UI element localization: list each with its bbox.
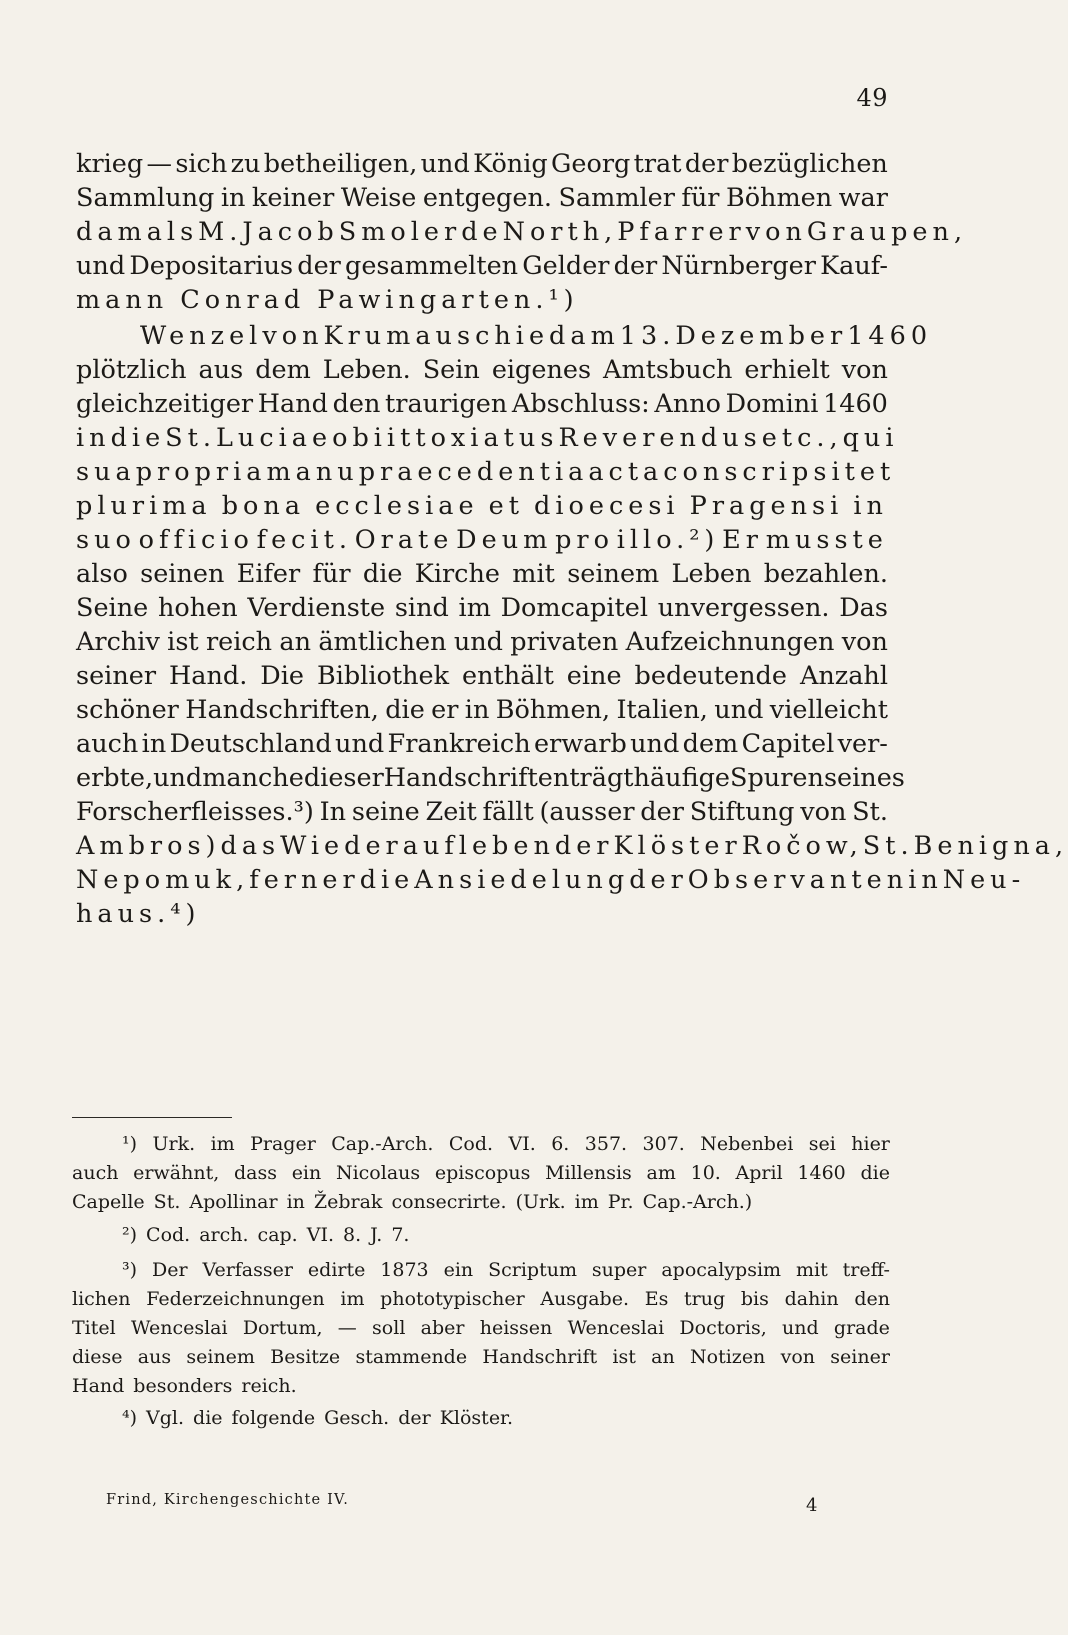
footnote-line: Titel Wenceslai Dortum, — soll aber heissen Wenceslai Doctoris, und grade bbox=[72, 1317, 890, 1339]
body-line: Nepomuk, ferner die Ansiedelung der Observanten in Neu- bbox=[76, 865, 1026, 895]
body-line: Sammlung in keiner Weise entgegen. Sammler für Böhmen war bbox=[76, 183, 888, 213]
page-number: 49 bbox=[856, 84, 888, 112]
body-line: krieg — sich zu betheiligen, und König Georg trat der bezüglichen bbox=[76, 149, 888, 179]
footnote-line: ¹) Urk. im Prager Cap.-Arch. Cod. VI. 6. 357. 307. Nebenbei sei hier bbox=[122, 1133, 890, 1155]
footnote-line: diese aus seinem Besitze stammende Handschrift ist an Notizen von seiner bbox=[72, 1346, 890, 1368]
footer-signature: Frind, Kirchengeschichte IV. bbox=[106, 1492, 350, 1508]
footnote-line: Capelle St. Apollinar in Žebrak consecrirte. (Urk. im Pr. Cap.-Arch.) bbox=[72, 1191, 753, 1213]
body-line: Seine hohen Verdienste sind im Domcapitel unvergessen. Das bbox=[76, 593, 888, 623]
body-line: suo officio fecit. Orate Deum pro illo.²) Er musste bbox=[76, 525, 888, 555]
body-line: in die St. Luciae obiit toxiatus Reverendus etc., qui bbox=[76, 423, 899, 453]
body-line: schöner Handschriften, die er in Böhmen, Italien, und vielleicht bbox=[76, 695, 888, 725]
footnote-line: ⁴) Vgl. die folgende Gesch. der Klöster. bbox=[122, 1407, 514, 1429]
body-line: Forscherfleisses.³) In seine Zeit fällt (ausser der Stiftung von St. bbox=[76, 797, 888, 827]
body-line: gleichzeitiger Hand den traurigen Abschluss: Anno Domini 1460 bbox=[76, 389, 888, 419]
body-line: auch in Deutschland und Frankreich erwarb und dem Capitel ver- bbox=[76, 729, 888, 759]
body-line: Archiv ist reich an ämtlichen und privaten Aufzeichnungen von bbox=[76, 627, 888, 657]
body-line: also seinen Eifer für die Kirche mit seinem Leben bezahlen. bbox=[76, 559, 888, 589]
body-line: plötzlich aus dem Leben. Sein eigenes Amtsbuch erhielt von bbox=[76, 355, 888, 385]
body-line: erbte, und manche dieser Handschriften trägt häufige Spuren seines bbox=[76, 763, 905, 793]
body-line: mann Conrad Pawingarten.¹) bbox=[76, 285, 579, 315]
footnote-line: lichen Federzeichnungen im phototypischer Ausgabe. Es trug bis dahin den bbox=[72, 1288, 890, 1310]
body-line: Wenzel von Krumau schied am 13. Dezember 1460 bbox=[140, 321, 933, 351]
footnote-line: Hand besonders reich. bbox=[72, 1375, 297, 1397]
body-line: plurima bona ecclesiae et dioecesi Pragensi in bbox=[76, 491, 888, 521]
body-line: und Depositarius der gesammelten Gelder der Nürnberger Kauf- bbox=[76, 251, 888, 281]
footnote-line: ²) Cod. arch. cap. VI. 8. J. 7. bbox=[122, 1224, 410, 1246]
body-line: Ambros) das Wiederaufleben der Klöster Ročow, St. Benigna, bbox=[76, 831, 1068, 861]
body-line: damals M. Jacob Smoler de North, Pfarrer von Graupen, bbox=[76, 217, 968, 247]
body-line: seiner Hand. Die Bibliothek enthält eine bedeutende Anzahl bbox=[76, 661, 888, 691]
footer-sheet-number: 4 bbox=[806, 1495, 818, 1516]
footnote-line: auch erwähnt, dass ein Nicolaus episcopus Millensis am 10. April 1460 die bbox=[72, 1162, 890, 1184]
body-line: haus.⁴) bbox=[76, 899, 201, 929]
footnote-divider bbox=[72, 1117, 232, 1118]
footnote-line: ³) Der Verfasser edirte 1873 ein Scriptum super apocalypsim mit treff- bbox=[122, 1259, 890, 1281]
body-line: sua propria manu praecedentia acta conscripsit et bbox=[76, 457, 896, 487]
